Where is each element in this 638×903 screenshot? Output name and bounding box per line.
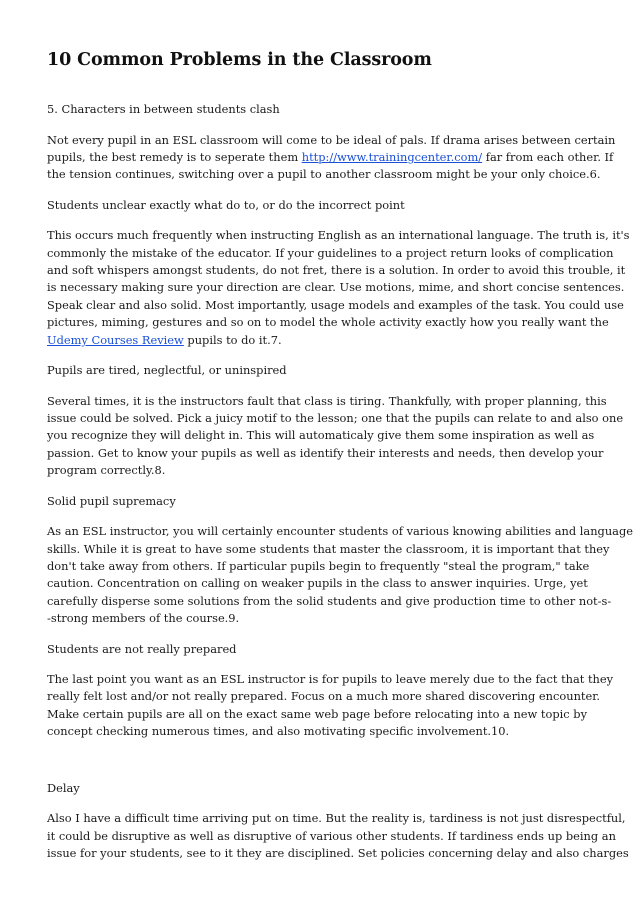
text-run: the tension continues, switching over a pupil to another classroom might be your only choice.6. — [47, 167, 601, 182]
text-run: program correctly.8. — [47, 463, 166, 478]
paragraph-line — [47, 523, 633, 540]
paragraph-line — [47, 541, 610, 558]
section-paragraph — [47, 810, 629, 862]
paragraph-line — [47, 279, 625, 296]
text-run: far from each other. If — [482, 149, 614, 164]
text-run: pictures, miming, gestures and so on to model the whole activity exactly how you really want the — [47, 315, 609, 330]
paragraph-line — [47, 166, 599, 183]
text-run: Not every pupil in an ESL classroom will come to be ideal of pals. If drama arises between certain — [47, 132, 616, 147]
text-run: Make certain pupils are all on the exact same web page before relocating into a new topic by — [47, 706, 588, 721]
text-run: As an ESL instructor, you will certainly encounter students of various knowing abilities and language — [47, 524, 633, 539]
paragraph-line — [47, 445, 604, 462]
paragraph-line — [47, 575, 599, 592]
text-run: carefully disperse some solutions from the solid students and give production time to other not-s- — [47, 593, 612, 608]
paragraph-line — [47, 671, 614, 688]
paragraph-line — [47, 149, 614, 166]
text-run: The last point you want as an ESL instructor is for pupils to leave merely due to the fact that they — [47, 672, 614, 687]
text-run: is necessary making sure your direction are clear. Use motions, mime, and short concise sentences. — [47, 280, 625, 295]
text-run: commonly the mistake of the educator. If your guidelines to a project return looks of complication — [47, 245, 614, 260]
section-heading: Students are not really prepared — [47, 641, 237, 656]
section-heading: Students unclear exactly what do to, or do the incorrect point — [47, 197, 405, 212]
text-run: pupils to do it.7. — [183, 332, 282, 347]
paragraph-line — [47, 610, 599, 627]
paragraph-line — [47, 723, 599, 740]
text-run: skills. While it is great to have some students that master the classroom, it is important that they — [47, 541, 610, 556]
paragraph-line — [47, 706, 599, 723]
text-run: really felt lost and/or not really prepared. Focus on a much more shared discovering encounter. — [47, 689, 601, 704]
page-title: 10 Common Problems in the Classroom — [47, 50, 432, 70]
text-run: Also I have a difficult time arriving put on time. But the reality is, tardiness is not just disrespectful, — [47, 811, 626, 826]
section-paragraph — [47, 671, 614, 741]
inline-link[interactable]: http://www.trainingcenter.com/ — [301, 149, 483, 164]
paragraph-line — [47, 332, 599, 349]
paragraph-line — [47, 132, 616, 149]
text-run: concept checking numerous times, and also motivating specific involvement.10. — [47, 724, 510, 739]
section-heading: 5. Characters in between students clash — [47, 102, 280, 116]
section-paragraph — [47, 227, 630, 349]
paragraph-line — [47, 314, 609, 331]
text-run: This occurs much frequently when instructing English as an international language. The truth is, it's — [47, 228, 630, 243]
text-run: and soft whispers amongst students, do not fret, there is a solution. In order to avoid this trouble, it — [47, 263, 626, 278]
section-heading: Delay — [47, 780, 80, 795]
text-run: Speak clear and also solid. Most importantly, usage models and examples of the task. You could use — [47, 297, 624, 312]
paragraph-line — [47, 845, 629, 862]
spacer — [47, 754, 599, 780]
text-run: caution. Concentration on calling on weaker pupils in the class to answer inquiries. Urge, yet — [47, 576, 588, 591]
section-paragraph — [47, 393, 624, 480]
text-run: don't take away from others. If particular pupils begin to frequently "steal the program," take — [47, 558, 590, 573]
paragraph-line — [47, 393, 607, 410]
paragraph-line — [47, 427, 599, 444]
paragraph-line — [47, 297, 624, 314]
paragraph-line — [47, 593, 612, 610]
text-run: issue for your students, see to it they are disciplined. Set policies concerning delay and also charges — [47, 845, 629, 860]
text-run: passion. Get to know your pupils as well as identify their interests and needs, then develop your — [47, 445, 604, 460]
paragraph-line — [47, 245, 614, 262]
text-run: you recognize they will delight in. This will automaticaly give them some inspiration as well as — [47, 428, 595, 443]
text-run: it could be disruptive as well as disruptive of various other students. If tardiness ends up being an — [47, 828, 616, 843]
paragraph-line — [47, 227, 630, 244]
document-body — [47, 101, 633, 862]
section-paragraph — [47, 132, 616, 184]
paragraph-line — [47, 410, 624, 427]
inline-link[interactable]: Udemy Courses Review — [47, 332, 184, 347]
text-run: pupils, the best remedy is to seperate them — [47, 149, 302, 164]
section-heading: Solid pupil supremacy — [47, 493, 176, 508]
paragraph-line — [47, 688, 599, 705]
section-paragraph — [47, 523, 633, 627]
paragraph-line — [47, 828, 616, 845]
text-run: Several times, it is the instructors fault that class is tiring. Thankfully, with proper planning, this — [47, 393, 607, 408]
paragraph-line — [47, 558, 599, 575]
section-heading: Pupils are tired, neglectful, or uninspired — [47, 363, 287, 378]
document-page — [47, 48, 633, 875]
paragraph-line — [47, 262, 626, 279]
text-run: -strong members of the course.9. — [47, 611, 240, 626]
paragraph-line — [47, 810, 626, 827]
paragraph-line — [47, 462, 599, 479]
text-run: issue could be solved. Pick a juicy motif to the lesson; one that the pupils can relate to and also one — [47, 410, 624, 425]
